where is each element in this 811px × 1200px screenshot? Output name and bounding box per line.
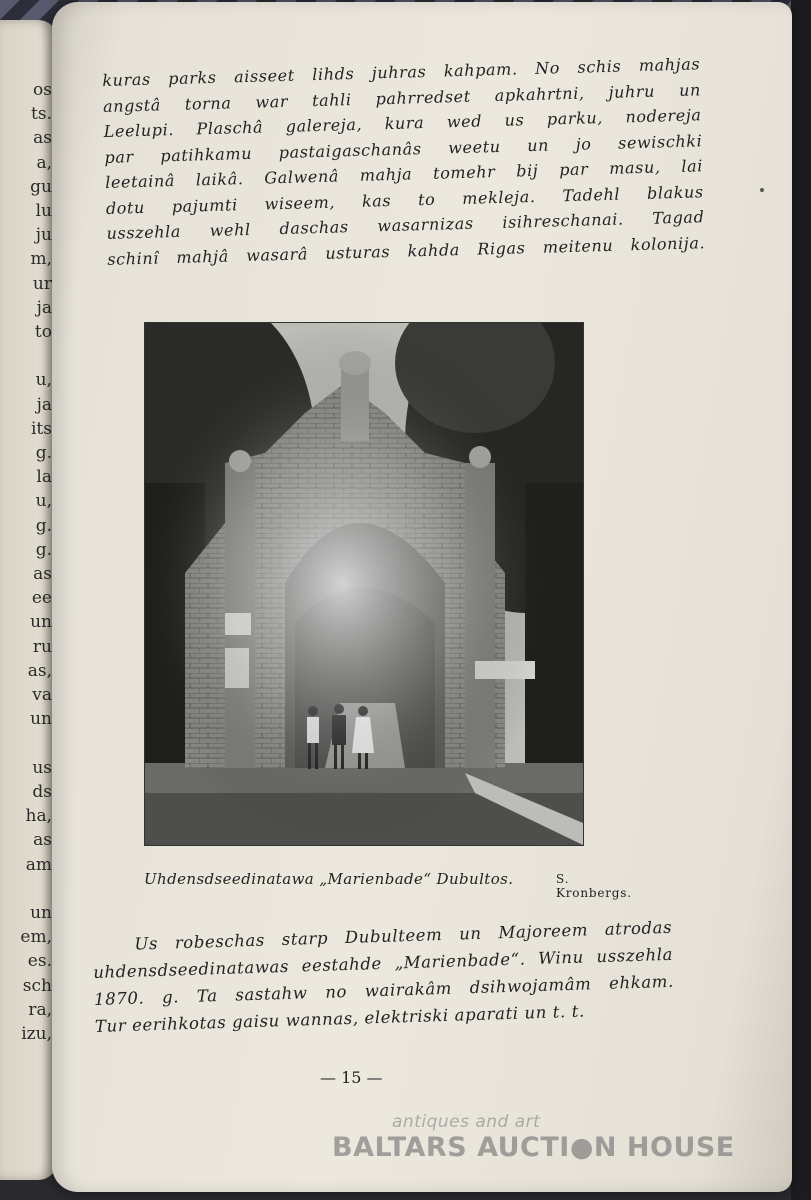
text-line: dotu pajumti wiseem, kas to mekleja. Tadehl blakus — [105, 181, 704, 218]
background-edge — [791, 0, 811, 1200]
page-number: — 15 — — [320, 1068, 383, 1087]
left-facing-page — [0, 20, 58, 1180]
photo-caption — [144, 870, 644, 900]
watermark-brand: BALTARS AUCTI●N HOUSE — [332, 1132, 735, 1163]
text-line: 1870. g. Ta sastahw no wairakâm dsihwojamâm ehkam. — [93, 971, 675, 1009]
text-line: schinî mahjâ wasarâ usturas kahda Rigas meitenu kolonija. — [107, 232, 706, 269]
top-paragraph — [102, 51, 705, 272]
caption-text: Uhdensdseedinatawa „Marienbade“ Dubultos. — [144, 870, 514, 888]
gate-photograph — [144, 322, 584, 846]
text-line: leetainâ laikâ. Galwenâ mahja tomehr bij par masu, lai — [104, 156, 704, 192]
text-line: kuras parks aisseet lihds juhras kahpam. No schis mahjas — [102, 54, 701, 90]
ink-speck — [760, 188, 764, 192]
text-line: uhdensdseedinatawas eestahde „Marienbade“. Winu usszehla — [92, 944, 674, 982]
photo-credit: S. Kronbergs. — [556, 872, 632, 900]
left-page-text-fragments: os ts. as a, gu lu ju m, ur ja to u, ja its g. la u, g. g. as ee un ru as, va un us ds ha, as am un em, es. sch ra, izu, — [20, 80, 52, 1044]
watermark-tagline: antiques and art — [392, 1112, 541, 1132]
text-line: angstâ torna war tahli pahrredset apkahrtni, juhru un — [102, 79, 702, 116]
text-line: Us robeschas starp Dubulteem un Majoreem atrodas — [134, 917, 673, 954]
text-line: Leelupi. Plaschâ galereja, kura wed us parku, nodereja — [103, 105, 702, 141]
text-line: Tur eerihkotas gaisu wannas, elektriski aparati un t. t. — [94, 1001, 586, 1036]
book-page — [52, 2, 792, 1192]
bottom-paragraph — [92, 914, 675, 1040]
gate-photo-illustration — [145, 323, 583, 845]
text-line: par patihkamu pastaigaschanâs weetu un jo sewischki — [104, 130, 703, 167]
text-line: usszehla wehl daschas wasarnizas isihreschanai. Tagad — [106, 207, 705, 243]
